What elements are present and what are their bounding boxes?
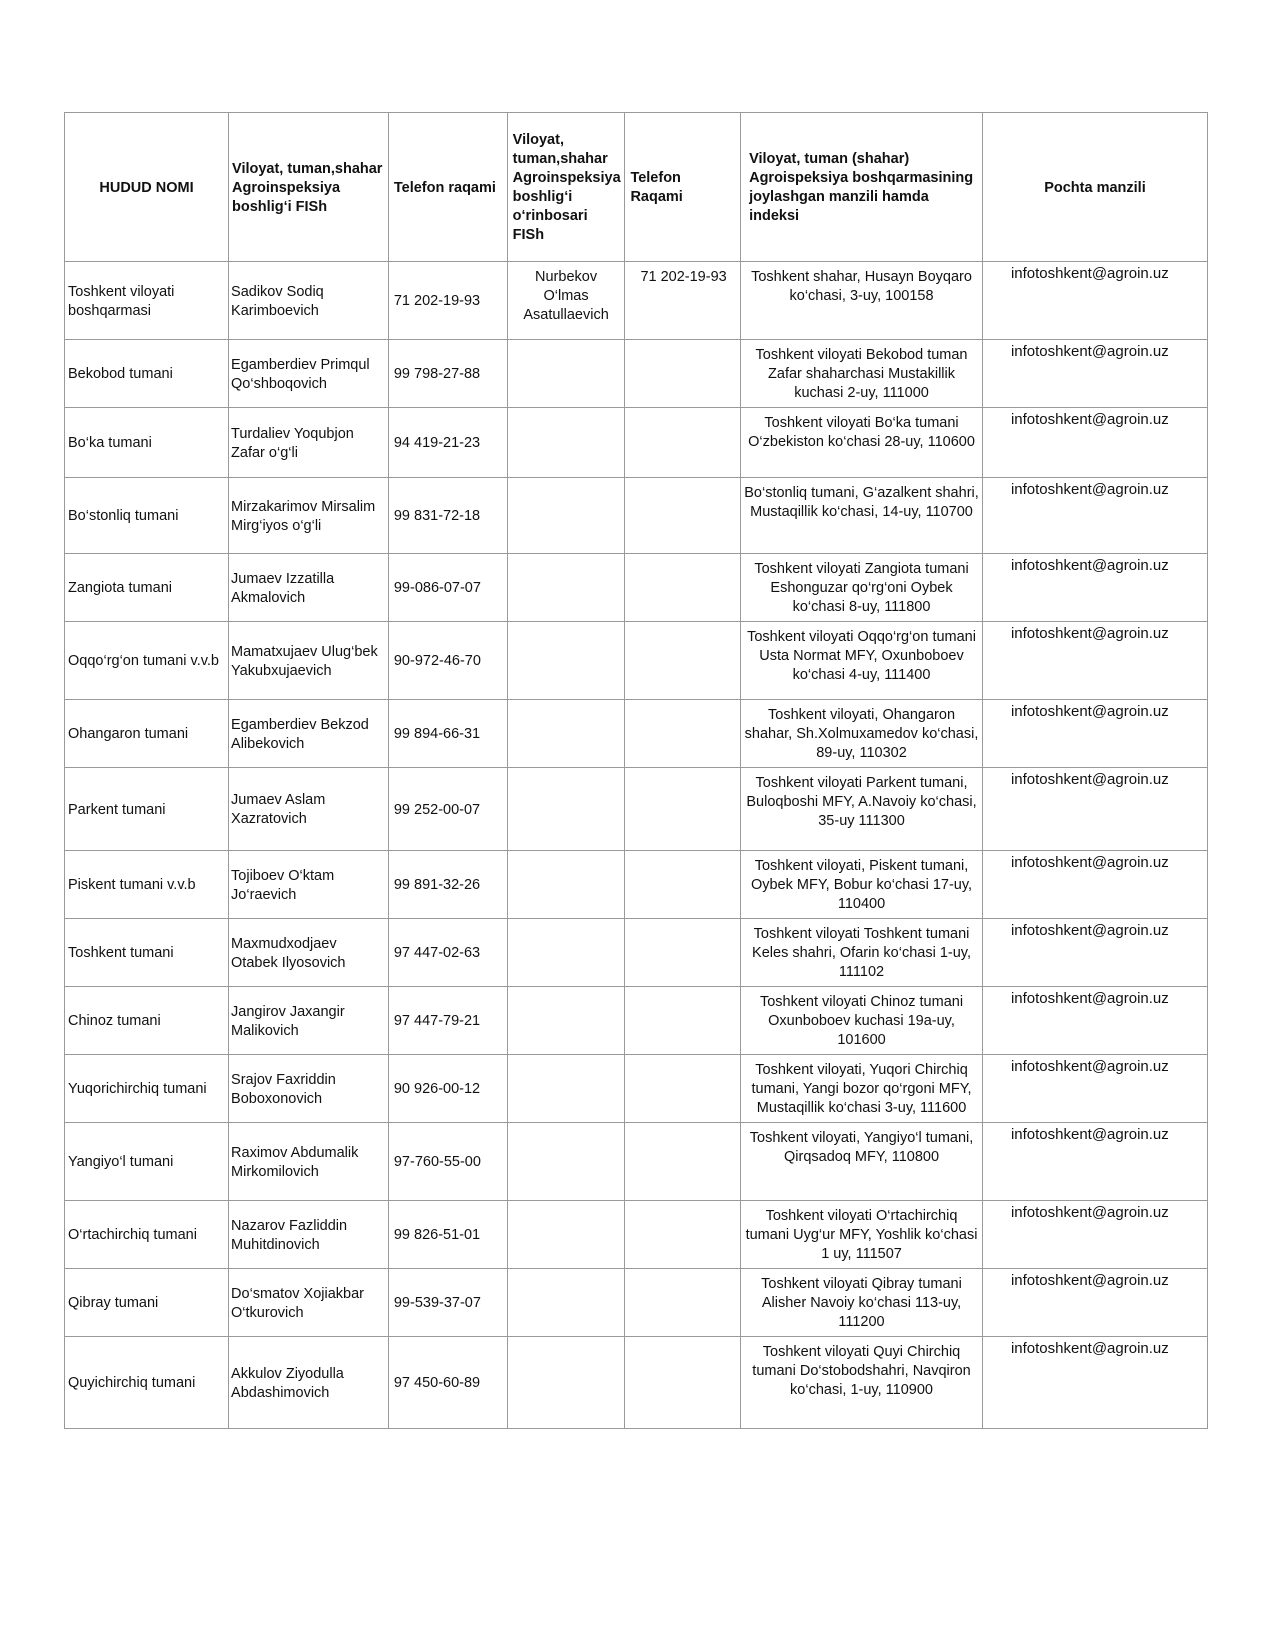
row-telefon: 90 926-00-12 bbox=[388, 1055, 507, 1123]
row-boshliq-fish: Mamatxujaev Ulug‘bek Yakubxujaevich bbox=[229, 622, 389, 700]
row-boshliq-fish: Turdaliev Yoqubjon Zafar o‘g‘li bbox=[229, 408, 389, 478]
row-telefon: 99 826-51-01 bbox=[388, 1201, 507, 1269]
row-pochta-manzili: infotoshkent@agroin.uz bbox=[982, 262, 1207, 340]
row-telefon-2 bbox=[625, 408, 741, 478]
row-pochta-manzili: infotoshkent@agroin.uz bbox=[982, 987, 1207, 1055]
row-orinbosar-fish bbox=[507, 622, 625, 700]
row-manzil: Toshkent viloyati Qibray tumani Alisher Navoiy ko‘chasi 113-uy, 111200 bbox=[741, 1269, 983, 1337]
row-hudud-nomi: Toshkent tumani bbox=[65, 919, 229, 987]
agroinspection-directory-table bbox=[64, 112, 1208, 1429]
row-telefon-2 bbox=[625, 851, 741, 919]
row-pochta-manzili: infotoshkent@agroin.uz bbox=[982, 408, 1207, 478]
table-row bbox=[65, 262, 1208, 340]
row-orinbosar-fish bbox=[507, 1337, 625, 1429]
row-hudud-nomi: Qibray tumani bbox=[65, 1269, 229, 1337]
row-boshliq-fish: Egamberdiev Primqul Qo‘shboqovich bbox=[229, 340, 389, 408]
row-hudud-nomi: Toshkent viloyati boshqarmasi bbox=[65, 262, 229, 340]
row-telefon-2 bbox=[625, 554, 741, 622]
table-row bbox=[65, 1337, 1208, 1429]
row-telefon: 99 891-32-26 bbox=[388, 851, 507, 919]
row-pochta-manzili: infotoshkent@agroin.uz bbox=[982, 851, 1207, 919]
row-manzil: Toshkent viloyati, Yangiyo‘l tumani, Qirqsadoq MFY, 110800 bbox=[741, 1123, 983, 1201]
row-telefon-2 bbox=[625, 1201, 741, 1269]
row-telefon: 99 894-66-31 bbox=[388, 700, 507, 768]
row-manzil: Toshkent viloyati, Yuqori Chirchiq tumani, Yangi bozor qo‘rgoni MFY, Mustaqillik ko‘chasi 3-uy, 111600 bbox=[741, 1055, 983, 1123]
table-row bbox=[65, 1055, 1208, 1123]
row-manzil: Toshkent viloyati Parkent tumani, Buloqboshi MFY, A.Navoiy ko‘chasi, 35-uy 111300 bbox=[741, 768, 983, 851]
row-pochta-manzili: infotoshkent@agroin.uz bbox=[982, 478, 1207, 554]
row-hudud-nomi: Piskent tumani v.v.b bbox=[65, 851, 229, 919]
row-telefon: 99 252-00-07 bbox=[388, 768, 507, 851]
row-telefon-2 bbox=[625, 1269, 741, 1337]
row-orinbosar-fish bbox=[507, 987, 625, 1055]
row-manzil: Bo‘stonliq tumani, G‘azalkent shahri, Mustaqillik ko‘chasi, 14-uy, 110700 bbox=[741, 478, 983, 554]
row-manzil: Toshkent shahar, Husayn Boyqaro ko‘chasi, 3-uy, 100158 bbox=[741, 262, 983, 340]
row-telefon: 90-972-46-70 bbox=[388, 622, 507, 700]
row-pochta-manzili: infotoshkent@agroin.uz bbox=[982, 340, 1207, 408]
row-telefon-2 bbox=[625, 919, 741, 987]
row-pochta-manzili: infotoshkent@agroin.uz bbox=[982, 1269, 1207, 1337]
header-manzil-indeks: Viloyat, tuman (shahar) Agroispeksiya boshqarmasining joylashgan manzili hamda indeksi bbox=[741, 113, 983, 262]
table-row bbox=[65, 919, 1208, 987]
row-pochta-manzili: infotoshkent@agroin.uz bbox=[982, 1123, 1207, 1201]
header-orinbosar-fish: Viloyat, tuman,shahar Agroinspeksiya boshlig‘i o‘rinbosari FISh bbox=[507, 113, 625, 262]
row-hudud-nomi: Yangiyo‘l tumani bbox=[65, 1123, 229, 1201]
row-telefon: 97 450-60-89 bbox=[388, 1337, 507, 1429]
table-row bbox=[65, 622, 1208, 700]
row-boshliq-fish: Mirzakarimov Mirsalim Mirg‘iyos o‘g‘li bbox=[229, 478, 389, 554]
row-manzil: Toshkent viloyati Zangiota tumani Eshonguzar qo‘rg‘oni Oybek ko‘chasi 8-uy, 111800 bbox=[741, 554, 983, 622]
row-boshliq-fish: Do‘smatov Xojiakbar O‘tkurovich bbox=[229, 1269, 389, 1337]
row-orinbosar-fish bbox=[507, 1201, 625, 1269]
header-pochta-manzili: Pochta manzili bbox=[982, 113, 1207, 262]
row-hudud-nomi: Parkent tumani bbox=[65, 768, 229, 851]
row-telefon: 97-760-55-00 bbox=[388, 1123, 507, 1201]
row-boshliq-fish: Jangirov Jaxangir Malikovich bbox=[229, 987, 389, 1055]
document-page bbox=[64, 112, 1208, 1429]
row-manzil: Toshkent viloyati, Piskent tumani, Oybek MFY, Bobur ko‘chasi 17-uy, 110400 bbox=[741, 851, 983, 919]
row-pochta-manzili: infotoshkent@agroin.uz bbox=[982, 1201, 1207, 1269]
row-hudud-nomi: Quyichirchiq tumani bbox=[65, 1337, 229, 1429]
row-hudud-nomi: Bo‘stonliq tumani bbox=[65, 478, 229, 554]
row-manzil: Toshkent viloyati Bo‘ka tumani O‘zbekiston ko‘chasi 28-uy, 110600 bbox=[741, 408, 983, 478]
row-pochta-manzili: infotoshkent@agroin.uz bbox=[982, 622, 1207, 700]
row-orinbosar-fish bbox=[507, 919, 625, 987]
row-pochta-manzili: infotoshkent@agroin.uz bbox=[982, 768, 1207, 851]
row-pochta-manzili: infotoshkent@agroin.uz bbox=[982, 554, 1207, 622]
row-telefon: 97 447-79-21 bbox=[388, 987, 507, 1055]
row-manzil: Toshkent viloyati Bekobod tuman Zafar shaharchasi Mustakillik kuchasi 2-uy, 111000 bbox=[741, 340, 983, 408]
row-pochta-manzili: infotoshkent@agroin.uz bbox=[982, 1337, 1207, 1429]
table-row bbox=[65, 1269, 1208, 1337]
table-row bbox=[65, 700, 1208, 768]
row-hudud-nomi: Chinoz tumani bbox=[65, 987, 229, 1055]
row-pochta-manzili: infotoshkent@agroin.uz bbox=[982, 1055, 1207, 1123]
table-row bbox=[65, 1201, 1208, 1269]
row-telefon-2 bbox=[625, 700, 741, 768]
table-row bbox=[65, 851, 1208, 919]
row-boshliq-fish: Jumaev Izzatilla Akmalovich bbox=[229, 554, 389, 622]
table-row bbox=[65, 408, 1208, 478]
row-telefon: 99-539-37-07 bbox=[388, 1269, 507, 1337]
row-manzil: Toshkent viloyati Toshkent tumani Keles shahri, Ofarin ko‘chasi 1-uy, 111102 bbox=[741, 919, 983, 987]
row-telefon-2 bbox=[625, 622, 741, 700]
row-telefon-2 bbox=[625, 478, 741, 554]
row-telefon: 99 831-72-18 bbox=[388, 478, 507, 554]
row-orinbosar-fish bbox=[507, 768, 625, 851]
table-row bbox=[65, 340, 1208, 408]
table-body bbox=[65, 262, 1208, 1429]
table-header-row bbox=[65, 113, 1208, 262]
row-manzil: Toshkent viloyati, Ohangaron shahar, Sh.Xolmuxamedov ko‘chasi, 89-uy, 110302 bbox=[741, 700, 983, 768]
row-hudud-nomi: Bekobod tumani bbox=[65, 340, 229, 408]
row-orinbosar-fish bbox=[507, 554, 625, 622]
table-row bbox=[65, 987, 1208, 1055]
row-boshliq-fish: Nazarov Fazliddin Muhitdinovich bbox=[229, 1201, 389, 1269]
row-manzil: Toshkent viloyati Chinoz tumani Oxunboboev kuchasi 19a-uy, 101600 bbox=[741, 987, 983, 1055]
row-hudud-nomi: Ohangaron tumani bbox=[65, 700, 229, 768]
row-orinbosar-fish bbox=[507, 700, 625, 768]
row-manzil: Toshkent viloyati O‘rtachirchiq tumani Uyg‘ur MFY, Yoshlik ko‘chasi 1 uy, 111507 bbox=[741, 1201, 983, 1269]
row-hudud-nomi: Bo‘ka tumani bbox=[65, 408, 229, 478]
row-boshliq-fish: Tojiboev O‘ktam Jo‘raevich bbox=[229, 851, 389, 919]
row-orinbosar-fish bbox=[507, 1055, 625, 1123]
row-manzil: Toshkent viloyati Quyi Chirchiq tumani Do‘stobodshahri, Navqiron ko‘chasi, 1-uy, 110900 bbox=[741, 1337, 983, 1429]
row-telefon: 94 419-21-23 bbox=[388, 408, 507, 478]
table-row bbox=[65, 1123, 1208, 1201]
row-hudud-nomi: Oqqo‘rg‘on tumani v.v.b bbox=[65, 622, 229, 700]
table-row bbox=[65, 478, 1208, 554]
row-hudud-nomi: O‘rtachirchiq tumani bbox=[65, 1201, 229, 1269]
row-hudud-nomi: Zangiota tumani bbox=[65, 554, 229, 622]
row-telefon: 99 798-27-88 bbox=[388, 340, 507, 408]
row-orinbosar-fish bbox=[507, 340, 625, 408]
row-telefon-2 bbox=[625, 987, 741, 1055]
row-telefon: 71 202-19-93 bbox=[388, 262, 507, 340]
row-orinbosar-fish bbox=[507, 1269, 625, 1337]
row-boshliq-fish: Sadikov Sodiq Karimboevich bbox=[229, 262, 389, 340]
row-telefon: 99-086-07-07 bbox=[388, 554, 507, 622]
row-telefon: 97 447-02-63 bbox=[388, 919, 507, 987]
row-pochta-manzili: infotoshkent@agroin.uz bbox=[982, 700, 1207, 768]
row-boshliq-fish: Maxmudxodjaev Otabek Ilyosovich bbox=[229, 919, 389, 987]
row-pochta-manzili: infotoshkent@agroin.uz bbox=[982, 919, 1207, 987]
row-manzil: Toshkent viloyati Oqqo‘rg‘on tumani Usta Normat MFY, Oxunboboev ko‘chasi 4-uy, 111400 bbox=[741, 622, 983, 700]
row-boshliq-fish: Akkulov Ziyodulla Abdashimovich bbox=[229, 1337, 389, 1429]
row-telefon-2 bbox=[625, 1055, 741, 1123]
row-orinbosar-fish bbox=[507, 408, 625, 478]
row-hudud-nomi: Yuqorichirchiq tumani bbox=[65, 1055, 229, 1123]
table-row bbox=[65, 768, 1208, 851]
row-boshliq-fish: Srajov Faxriddin Boboxonovich bbox=[229, 1055, 389, 1123]
row-telefon-2 bbox=[625, 340, 741, 408]
row-telefon-2 bbox=[625, 768, 741, 851]
row-telefon-2 bbox=[625, 1123, 741, 1201]
row-orinbosar-fish bbox=[507, 1123, 625, 1201]
header-boshliq-fish: Viloyat, tuman,shahar Agroinspeksiya boshlig‘i FISh bbox=[229, 113, 389, 262]
table-row bbox=[65, 554, 1208, 622]
row-telefon-2: 71 202-19-93 bbox=[625, 262, 741, 340]
row-telefon-2 bbox=[625, 1337, 741, 1429]
header-hudud-nomi: HUDUD NOMI bbox=[65, 113, 229, 262]
header-telefon-raqami-2: Telefon Raqami bbox=[625, 113, 741, 262]
header-telefon-raqami: Telefon raqami bbox=[388, 113, 507, 262]
row-orinbosar-fish bbox=[507, 851, 625, 919]
row-boshliq-fish: Raximov Abdumalik Mirkomilovich bbox=[229, 1123, 389, 1201]
row-orinbosar-fish: Nurbekov O‘lmas Asatullaevich bbox=[507, 262, 625, 340]
row-boshliq-fish: Jumaev Aslam Xazratovich bbox=[229, 768, 389, 851]
row-orinbosar-fish bbox=[507, 478, 625, 554]
row-boshliq-fish: Egamberdiev Bekzod Alibekovich bbox=[229, 700, 389, 768]
